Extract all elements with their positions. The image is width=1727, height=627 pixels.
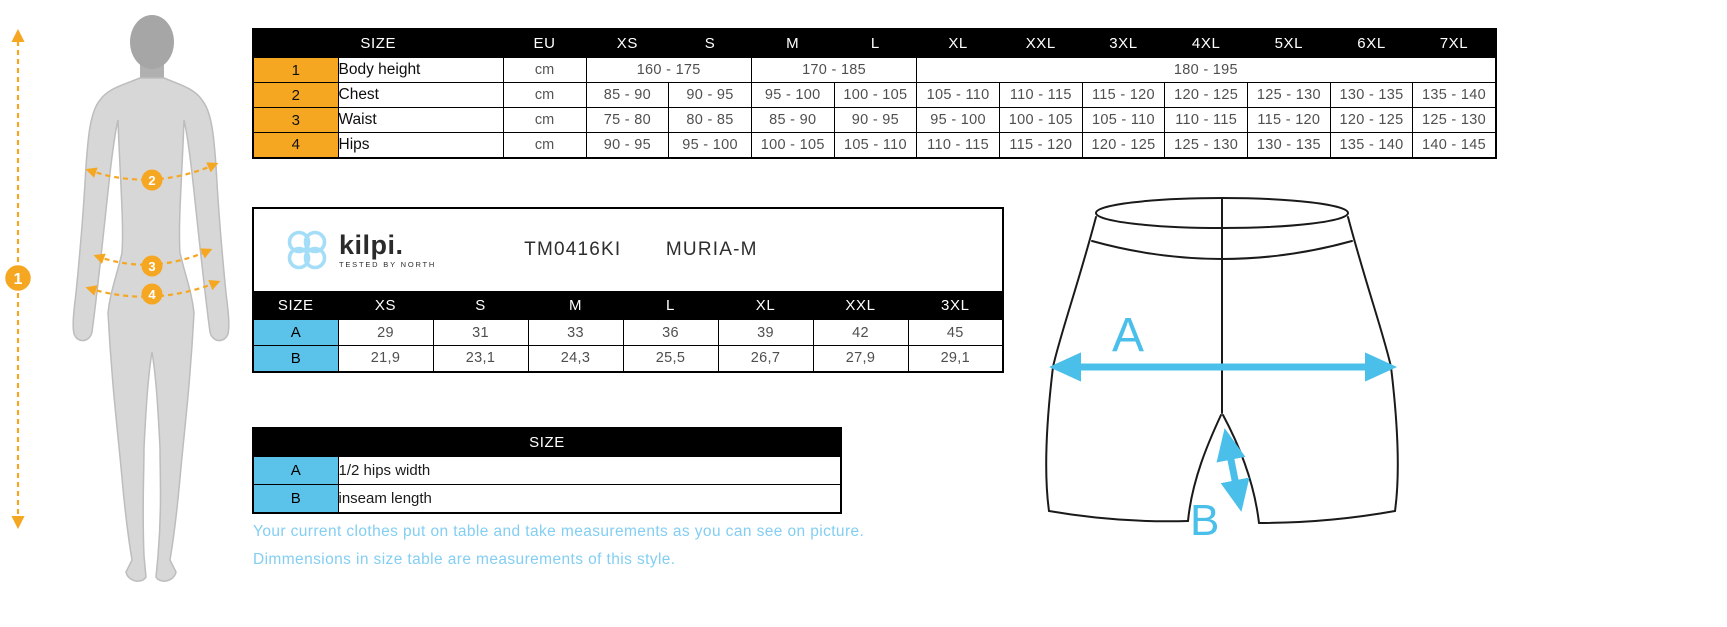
kilpi-tagline: TESTED BY NORTH xyxy=(339,259,437,269)
product-size-label: SIZE xyxy=(253,292,338,320)
row-unit-cell: cm xyxy=(503,133,586,158)
legend-size-label: SIZE xyxy=(253,428,841,457)
body-height-row xyxy=(253,58,1496,83)
waist-row xyxy=(253,108,1496,133)
hips-value-cell: 135 - 140 xyxy=(1330,133,1413,158)
dimension-b-value: 23,1 xyxy=(433,346,528,372)
chest-value-cell: 105 - 110 xyxy=(917,83,1000,108)
dimension-a-value: 39 xyxy=(718,320,813,346)
product-header-band xyxy=(253,208,1003,292)
legend-label-b: inseam length xyxy=(338,485,841,513)
dimension-a-value: 31 xyxy=(433,320,528,346)
product-table-header-row xyxy=(253,292,1003,320)
hips-value-cell: 105 - 110 xyxy=(834,133,917,158)
size-column-header: XS xyxy=(586,29,669,58)
size-column-header: 3XL xyxy=(1082,29,1165,58)
legend-header-row xyxy=(253,428,841,457)
dimension-a-value: 42 xyxy=(813,320,908,346)
dimension-b-value: 24,3 xyxy=(528,346,623,372)
chest-value-cell: 130 - 135 xyxy=(1330,83,1413,108)
size-column-header: 7XL xyxy=(1413,29,1496,58)
chest-value-cell: 95 - 100 xyxy=(751,83,834,108)
legend-row-a xyxy=(253,457,841,485)
row-number-cell: 4 xyxy=(253,133,338,158)
size-column-header: L xyxy=(834,29,917,58)
row-number-cell: 3 xyxy=(253,108,338,133)
body-height-span-xs-s: 160 - 175 xyxy=(586,58,751,83)
measurement-instructions xyxy=(253,518,864,573)
hips-value-cell: 100 - 105 xyxy=(751,133,834,158)
row-label-cell: Hips xyxy=(338,133,503,158)
body-height-span-xl-7xl: 180 - 195 xyxy=(917,58,1496,83)
human-figure-diagram xyxy=(40,8,260,588)
product-size-header: S xyxy=(433,292,528,320)
shorts-outline xyxy=(1046,198,1398,523)
row-unit-cell: cm xyxy=(503,58,586,83)
hips-value-cell: 140 - 145 xyxy=(1413,133,1496,158)
size-column-header: S xyxy=(669,29,752,58)
waist-value-cell: 75 - 80 xyxy=(586,108,669,133)
legend-key-b: B xyxy=(253,485,338,513)
product-size-table xyxy=(252,207,1004,373)
dimension-b-value: 29,1 xyxy=(908,346,1003,372)
product-logo-cell xyxy=(253,208,1003,292)
marker-number-1: 1 xyxy=(13,271,23,288)
waist-value-cell: 105 - 110 xyxy=(1082,108,1165,133)
hips-value-cell: 130 - 135 xyxy=(1248,133,1331,158)
dimension-a-value: 33 xyxy=(528,320,623,346)
chest-value-cell: 125 - 130 xyxy=(1248,83,1331,108)
waist-value-cell: 95 - 100 xyxy=(917,108,1000,133)
row-unit-cell: cm xyxy=(503,108,586,133)
size-column-header: 4XL xyxy=(1165,29,1248,58)
chest-value-cell: 85 - 90 xyxy=(586,83,669,108)
dimension-a-value: 45 xyxy=(908,320,1003,346)
hips-row xyxy=(253,133,1496,158)
instruction-line-1: Your current clothes put on table and take measurements as you can see on picture. xyxy=(253,523,865,540)
legend-key-a: A xyxy=(253,457,338,485)
chest-value-cell: 100 - 105 xyxy=(834,83,917,108)
eu-header-label: EU xyxy=(503,29,586,58)
chest-value-cell: 110 - 115 xyxy=(999,83,1082,108)
row-unit-cell: cm xyxy=(503,83,586,108)
dimension-b-value: 27,9 xyxy=(813,346,908,372)
hips-value-cell: 90 - 95 xyxy=(586,133,669,158)
waist-value-cell: 120 - 125 xyxy=(1330,108,1413,133)
size-column-header: XL xyxy=(917,29,1000,58)
size-column-header: M xyxy=(751,29,834,58)
waist-value-cell: 115 - 120 xyxy=(1248,108,1331,133)
product-size-header: 3XL xyxy=(908,292,1003,320)
dimension-key-b: B xyxy=(253,346,338,372)
hips-value-cell: 120 - 125 xyxy=(1082,133,1165,158)
row-label-cell: Chest xyxy=(338,83,503,108)
dimension-b-row xyxy=(253,346,1003,372)
product-size-header: XL xyxy=(718,292,813,320)
product-size-header: XS xyxy=(338,292,433,320)
legend-label-a: 1/2 hips width xyxy=(338,457,841,485)
size-column-header: XXL xyxy=(999,29,1082,58)
hips-value-cell: 95 - 100 xyxy=(669,133,752,158)
size-header-label: SIZE xyxy=(253,29,503,58)
figure-head xyxy=(130,15,174,69)
row-label-cell: Waist xyxy=(338,108,503,133)
size-column-header: 6XL xyxy=(1330,29,1413,58)
marker-number-4: 4 xyxy=(148,287,156,302)
hips-value-cell: 110 - 115 xyxy=(917,133,1000,158)
waist-value-cell: 85 - 90 xyxy=(751,108,834,133)
body-height-measure-line xyxy=(4,16,34,566)
diagram-label-a: A xyxy=(1112,309,1145,362)
legend-row-b xyxy=(253,485,841,513)
chest-value-cell: 120 - 125 xyxy=(1165,83,1248,108)
hips-value-cell: 125 - 130 xyxy=(1165,133,1248,158)
row-number-cell: 1 xyxy=(253,58,338,83)
waist-value-cell: 90 - 95 xyxy=(834,108,917,133)
chest-value-cell: 135 - 140 xyxy=(1413,83,1496,108)
dimension-b-value: 25,5 xyxy=(623,346,718,372)
product-size-header: M xyxy=(528,292,623,320)
chest-row xyxy=(253,83,1496,108)
size-column-header: 5XL xyxy=(1248,29,1331,58)
product-code: TM0416KI xyxy=(524,239,622,260)
row-label-cell: Body height xyxy=(338,58,503,83)
dimension-a-row xyxy=(253,320,1003,346)
dimension-a-value: 29 xyxy=(338,320,433,346)
product-size-header: XXL xyxy=(813,292,908,320)
figure-body-silhouette xyxy=(73,78,229,581)
body-measurements-table xyxy=(252,28,1497,159)
product-identifier xyxy=(524,239,758,261)
instruction-line-2: Dimmensions in size table are measurements of this style. xyxy=(253,550,676,568)
product-size-header: L xyxy=(623,292,718,320)
body-height-span-m-l: 170 - 185 xyxy=(751,58,916,83)
dimension-b-value: 26,7 xyxy=(718,346,813,372)
dimension-b-value: 21,9 xyxy=(338,346,433,372)
kilpi-logo-icon xyxy=(282,225,332,275)
row-number-cell: 2 xyxy=(253,83,338,108)
dimension-a-value: 36 xyxy=(623,320,718,346)
chest-value-cell: 90 - 95 xyxy=(669,83,752,108)
product-name: MURIA-M xyxy=(665,239,758,260)
waist-value-cell: 100 - 105 xyxy=(999,108,1082,133)
waist-value-cell: 110 - 115 xyxy=(1165,108,1248,133)
kilpi-wordmark: kilpi. xyxy=(339,229,404,260)
hips-value-cell: 115 - 120 xyxy=(999,133,1082,158)
waist-value-cell: 80 - 85 xyxy=(669,108,752,133)
shorts-diagram xyxy=(1040,185,1410,545)
marker-number-2: 2 xyxy=(148,173,156,188)
marker-number-3: 3 xyxy=(148,259,156,274)
chest-value-cell: 115 - 120 xyxy=(1082,83,1165,108)
body-table-header-row xyxy=(253,29,1496,58)
diagram-label-b: B xyxy=(1190,496,1220,545)
waist-value-cell: 125 - 130 xyxy=(1413,108,1496,133)
kilpi-logo xyxy=(282,225,436,275)
dimension-legend-table xyxy=(252,427,842,514)
dimension-key-a: A xyxy=(253,320,338,346)
